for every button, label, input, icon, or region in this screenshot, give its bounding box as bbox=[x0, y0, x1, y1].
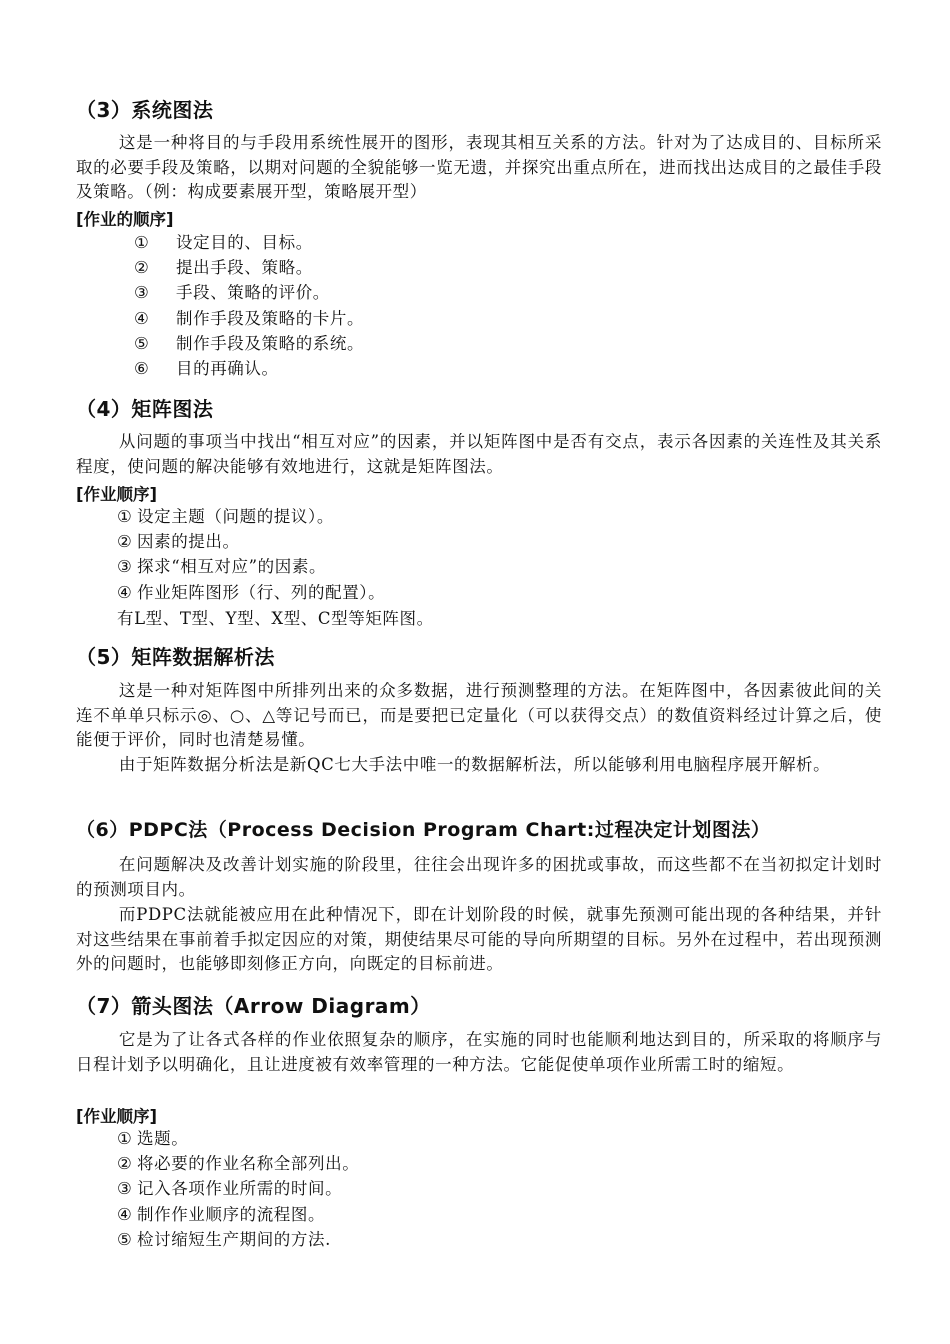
list-item: ⑤ 检讨缩短生产期间的方法. bbox=[117, 1229, 331, 1249]
list-item: ② 将必要的作业名称全部列出。 bbox=[117, 1154, 360, 1174]
list-item: ④ 作业矩阵图形（行、列的配置）。 bbox=[117, 582, 386, 602]
subheading-work-order: [作业顺序] bbox=[76, 1107, 158, 1126]
section-heading-system-diagram: （3）系统图法 bbox=[76, 98, 214, 122]
list-item: ③ 手段、策略的评价。 bbox=[134, 283, 330, 303]
section-paragraph: 它是为了让各式各样的作业依照复杂的顺序，在实施的同时也能顺利地达到目的，所采取的将顺序与日程计划予以明确化，且让进度被有效率管理的一种方法。它能促使单项作业所需工时的缩短。 bbox=[76, 1030, 882, 1074]
step-list bbox=[117, 1126, 359, 1252]
section-paragraph: 在问题解决及改善计划实施的阶段里，往往会出现许多的困扰或事故，而这些都不在当初拟定计划时的预测项目内。 bbox=[76, 855, 882, 899]
section-paragraph: 从问题的事项当中找出“相互对应”的因素，并以矩阵图中是否有交点，表示各因素的关连性及其关系程度，使问题的解决能够有效地进行，这就是矩阵图法。 bbox=[76, 432, 882, 476]
list-item: ③ 探求“相互对应”的因素。 bbox=[117, 557, 327, 577]
matrix-types-note: 有L型、T型、Y型、X型、C型等矩阵图。 bbox=[117, 609, 434, 628]
subheading-work-order: [作业的顺序] bbox=[76, 210, 174, 229]
section-heading-pdpc: （6）PDPC法（Process Decision Program Chart:过程决定计划图法） bbox=[76, 819, 771, 841]
list-item: ④ 制作手段及策略的卡片。 bbox=[134, 308, 365, 328]
section-paragraph: 这是一种对矩阵图中所排列出来的众多数据，进行预测整理的方法。在矩阵图中，各因素彼此间的关连不单单只标示◎、○、△等记号而已，而是要把已定量化（可以获得交点）的数值资料经过计算之后，使能便于评价，同时也清楚易懂。 bbox=[76, 681, 882, 749]
list-item: ② 因素的提出。 bbox=[117, 532, 240, 552]
step-list bbox=[117, 504, 385, 605]
step-list bbox=[134, 230, 364, 381]
section-paragraph: 这是一种将目的与手段用系统性展开的图形，表现其相互关系的方法。针对为了达成目的、目标所采取的必要手段及策略，以期对问题的全貌能够一览无遗，并探究出重点所在，进而找出达成目的之最佳手段及策略。（例：构成要素展开型，策略展开型） bbox=[76, 133, 882, 201]
section-heading-arrow-diagram: （7）箭头图法（Arrow Diagram） bbox=[76, 994, 431, 1018]
list-item: ② 提出手段、策略。 bbox=[134, 258, 313, 278]
list-item: ⑤ 制作手段及策略的系统。 bbox=[134, 333, 365, 353]
list-item: ③ 记入各项作业所需的时间。 bbox=[117, 1179, 343, 1199]
list-item: ① 设定主题（问题的提议）。 bbox=[117, 507, 334, 526]
list-item: ⑥ 目的再确认。 bbox=[134, 358, 279, 378]
list-item: ① 选题。 bbox=[117, 1129, 189, 1148]
subheading-work-order: [作业顺序] bbox=[76, 485, 158, 504]
section-paragraph: 由于矩阵数据分析法是新QC七大手法中唯一的数据解析法，所以能够利用电脑程序展开解析。 bbox=[118, 755, 831, 774]
section-heading-matrix-diagram: （4）矩阵图法 bbox=[76, 397, 214, 421]
section-paragraph: 而PDPC法就能被应用在此种情况下，即在计划阶段的时候，就事先预测可能出现的各种结果，并针对这些结果在事前着手拟定因应的对策，期使结果尽可能的导向所期望的目标。另外在过程中，若出现预测外的问题时，也能够即刻修正方向，向既定的目标前进。 bbox=[76, 905, 882, 973]
list-item: ① 设定目的、目标。 bbox=[134, 233, 313, 252]
list-item: ④ 制作作业顺序的流程图。 bbox=[117, 1204, 326, 1224]
section-heading-matrix-data-analysis: （5）矩阵数据解析法 bbox=[76, 645, 275, 669]
